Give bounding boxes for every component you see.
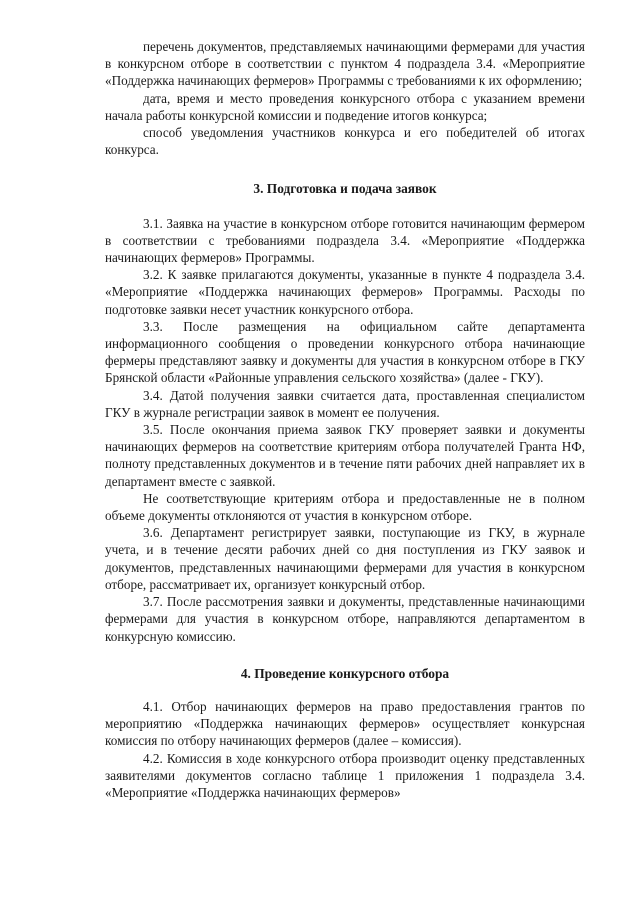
document-page	[105, 38, 585, 801]
intro-paragraph-3: способ уведомления участников конкурса и его победителей об итогах конкурса.	[105, 125, 585, 158]
section-3-paragraph-3: 3.3. После размещения на официальном сайте департамента информационного сообщения о проведении конкурсного отбора начинающие фермеры представляют заявку и документы для участия в конкурсном отборе в ГКУ Брянской области «Районные управления сельского хозяйства» (далее - ГКУ).	[105, 318, 585, 386]
section-3-paragraph-1: 3.1. Заявка на участие в конкурсном отборе готовится начинающим фермером в соответствии с требованиями подраздела 3.4. «Мероприятие «Поддержка начинающих фермеров» Программы.	[105, 215, 585, 266]
section-3-paragraph-6: Не соответствующие критериям отбора и предоставленные не в полном объеме документы отклоняются от участия в конкурсном отборе.	[105, 490, 585, 524]
section-3-heading: 3. Подготовка и подача заявок	[253, 181, 437, 197]
section-4-paragraph-1: 4.1. Отбор начинающих фермеров на право предоставления грантов по мероприятию «Поддержка начинающих фермеров» осуществляет конкурсная комиссия по отбору начинающих фермеров (далее – комиссия).	[105, 698, 585, 749]
section-4-paragraph-2: 4.2. Комиссия в ходе конкурсного отбора производит оценку представленных заявителями документов согласно таблице 1 приложения 1 подраздела 3.4. «Мероприятие «Поддержка начинающих фермеров»	[105, 750, 585, 800]
section-3-paragraph-8: 3.7. После рассмотрения заявки и документы, представленные начинающими фермерами для участия в конкурсном отборе, направляются департаментом в конкурсную комиссию.	[105, 594, 585, 644]
section-3-paragraph-4: 3.4. Датой получения заявки считается дата, проставленная специалистом ГКУ в журнале регистрации заявок в момент ее получения.	[105, 387, 585, 420]
section-4-heading: 4. Проведение конкурсного отбора	[240, 665, 450, 681]
intro-paragraph-2: дата, время и место проведения конкурсного отбора с указанием времени начала работы конкурсной комиссии и подведение итогов конкурса;	[105, 90, 585, 123]
section-3-paragraph-5: 3.5. После окончания приема заявок ГКУ проверяет заявки и документы начинающих фермеров на соответствие критериям отбора получателей Гранта НФ, полноту представленных документов и в течение пяти рабочих дней направляет их в департамент вместе с заявкой.	[105, 422, 585, 489]
section-3-paragraph-2: 3.2. К заявке прилагаются документы, указанные в пункте 4 подраздела 3.4. «Мероприятие «Поддержка начинающих фермеров» Программы. Расходы по подготовке заявки несет участник конкурсного отбора.	[105, 267, 585, 317]
section-3-paragraph-7: 3.6. Департамент регистрирует заявки, поступающие из ГКУ, в журнале учета, и в течение десяти рабочих дней со дня поступления из ГКУ заявок и документов, представленных начинающими фермерами для участия в конкурсном отборе, рассматривает их, организует конкурсный отбор.	[105, 525, 585, 592]
intro-paragraph-1: перечень документов, представляемых начинающими фермерами для участия в конкурсном отборе в соответствии с пунктом 4 подраздела 3.4. «Мероприятие «Поддержка начинающих фермеров» Программы с требованиями к их оформлению;	[105, 39, 585, 89]
